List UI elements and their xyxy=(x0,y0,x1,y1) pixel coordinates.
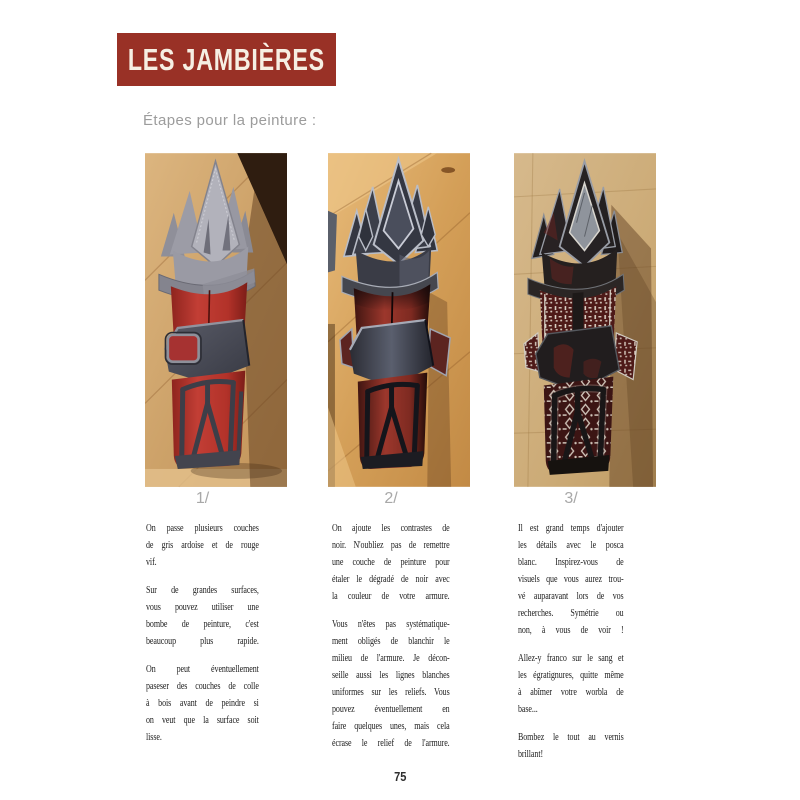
text-line: pouvez éventuellement en xyxy=(332,704,450,715)
paragraph xyxy=(518,729,624,763)
step-2-text xyxy=(332,520,450,752)
paragraph xyxy=(332,616,450,752)
step-1-label: 1/ xyxy=(195,490,210,507)
text-line: bombe de peinture, c'est xyxy=(146,619,259,630)
text-line: les égratignures, quitte même xyxy=(518,670,624,681)
step-2-column xyxy=(332,490,450,752)
text-line: on veut que la surface soit xyxy=(146,715,259,726)
text-line: étaler le dégradé de noir avec xyxy=(332,574,450,585)
step-2-label: 2/ xyxy=(384,490,398,507)
subtitle: Étapes pour la peinture : xyxy=(143,112,317,129)
text-line: blanc. Inspirez-vous de xyxy=(518,557,624,568)
text-line: de gris ardoise et de rouge xyxy=(146,540,259,551)
text-line: non, à vous de voir ! xyxy=(518,625,624,636)
text-line: brillant! xyxy=(518,749,544,760)
text-line: une couche de peinture pour xyxy=(332,557,450,568)
text-line: vif. xyxy=(146,557,157,568)
text-line: à abîmer votre worbla de xyxy=(518,687,624,698)
paragraph xyxy=(518,520,624,639)
text-line: On passe plusieurs couches xyxy=(146,523,259,534)
text-line: Vous n'êtes pas systématique- xyxy=(332,619,450,630)
text-line: les détails avec le posca xyxy=(518,540,624,551)
text-line: On peut éventuellement xyxy=(146,664,259,675)
greave-step-2-illustration xyxy=(328,152,470,488)
text-line: Sur de grandes surfaces, xyxy=(146,585,259,596)
greave-step-3-illustration xyxy=(514,152,656,488)
step-3-text xyxy=(518,520,624,763)
paragraph xyxy=(518,650,624,718)
text-line: recherches. Symétrie ou xyxy=(518,608,624,619)
photo-step-3 xyxy=(514,152,656,488)
text-line: uniformes sur les reliefs. Vous xyxy=(332,687,450,698)
step-3-label: 3/ xyxy=(564,490,578,507)
text-line: noir. N'oubliez pas de remettre xyxy=(332,540,450,551)
paragraph xyxy=(146,582,259,650)
text-line: seille aussi les lignes blanches xyxy=(332,670,450,681)
text-line: vous pouvez utiliser une xyxy=(146,602,259,613)
text-line: milieu de l'armure. Je décon- xyxy=(332,653,450,664)
paragraph xyxy=(146,661,259,746)
text-line: à bois avant de peindre si xyxy=(146,698,259,709)
paragraph xyxy=(146,520,259,571)
step-1-column xyxy=(146,490,259,746)
text-line: Bombez le tout au vernis xyxy=(518,732,624,743)
text-line: vé auparavant lors de vos xyxy=(518,591,624,602)
text-line: beaucoup plus rapide. xyxy=(146,636,259,647)
page-number xyxy=(0,768,800,786)
text-line: base... xyxy=(518,704,538,715)
text-line: lisse. xyxy=(146,732,162,743)
section-banner xyxy=(117,33,336,86)
greave-step-1-illustration xyxy=(145,152,287,488)
step-3-column xyxy=(518,490,624,763)
page-number-value: 75 xyxy=(393,769,407,784)
text-line: la couleur de votre armure. xyxy=(332,591,450,602)
text-line: ment obligés de blanchir le xyxy=(332,636,450,647)
step-1-text xyxy=(146,520,259,746)
photo-step-1 xyxy=(145,152,287,488)
text-line: paseser des couches de colle xyxy=(146,681,259,692)
text-line: Il est grand temps d'ajouter xyxy=(518,523,624,534)
text-line: visuels que vous aurez trou- xyxy=(518,574,624,585)
text-line: On ajoute les contrastes de xyxy=(332,523,450,534)
section-title: LES JAMBIÈRES xyxy=(127,41,326,77)
paragraph xyxy=(332,520,450,605)
text-line: faire quelques unes, mais cela xyxy=(332,721,450,732)
photo-step-2 xyxy=(328,152,470,488)
text-line: écrase le relief de l'armure. xyxy=(332,738,450,749)
text-line: Allez-y franco sur le sang et xyxy=(518,653,624,664)
